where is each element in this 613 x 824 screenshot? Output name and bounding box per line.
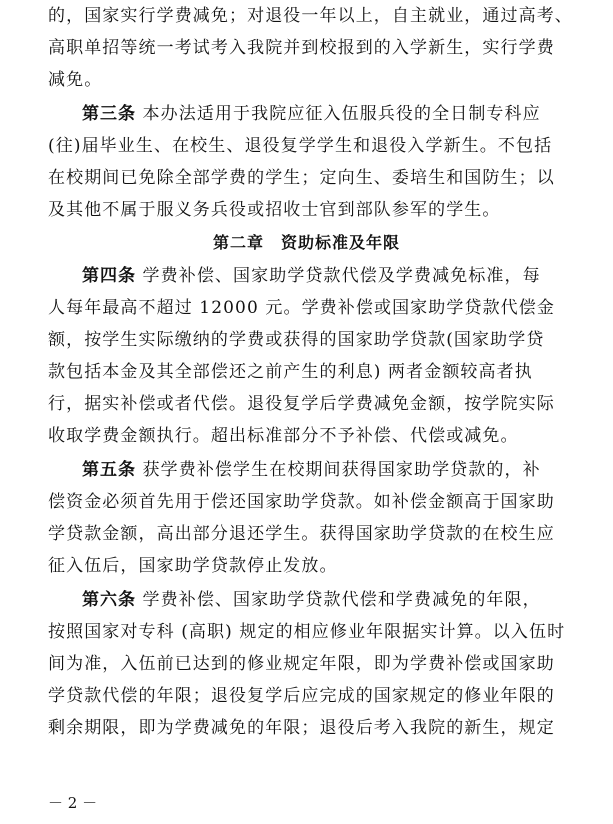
article-4-first-line (48, 262, 578, 290)
article-5-text: 获学费补偿学生在校期间获得国家助学贷款的，补 (142, 460, 541, 480)
paragraph-line: 剩余期限，即为学费减免的年限；退役后考入我院的新生，规定 (48, 718, 555, 738)
article-4-heading: 第四条 (82, 266, 136, 286)
paragraph-line: 征入伍后，国家助学贷款停止发放。 (48, 556, 338, 576)
paragraph-line: 学贷款代偿的年限；退役复学后应完成的国家规定的修业年限的 (48, 686, 555, 706)
paragraph-line: 额，按学生实际缴纳的学费或获得的国家助学贷款(国家助学贷 (48, 330, 545, 350)
paragraph-line: 收取学费金额执行。超出标准部分不予补偿、代偿或减免。 (48, 426, 519, 446)
paragraph-line: (往)届毕业生、在校生、退役复学学生和退役入学新生。不包括 (48, 136, 553, 156)
article-6-heading: 第六条 (82, 590, 136, 610)
page-number: － 2 － (48, 794, 98, 812)
paragraph-line: 按照国家对专科 (高职) 规定的相应修业年限据实计算。以入伍时 (48, 622, 566, 642)
article-4-text: 学费补偿、国家助学贷款代偿及学费减免标准，每 (142, 266, 541, 286)
article-6-text: 学费补偿、国家助学贷款代偿和学费减免的年限， (142, 590, 541, 610)
article-5-first-line (48, 456, 578, 484)
paragraph-line: 人每年最高不超过 12000 元。学费补偿或国家助学贷款代偿金 (48, 298, 555, 318)
paragraph-line: 间为准，入伍前已达到的修业规定年限，即为学费补偿或国家助 (48, 654, 555, 674)
paragraph-line: 减免。 (48, 70, 103, 90)
article-3-first-line (48, 100, 578, 128)
paragraph-line: 的，国家实行学费减免；对退役一年以上，自主就业，通过高考、 (48, 6, 573, 26)
article-3-text: 本办法适用于我院应征入伍服兵役的全日制专科应 (142, 104, 541, 124)
chapter-title: 第二章 资助标准及年限 (212, 233, 400, 252)
article-3-heading: 第三条 (82, 104, 136, 124)
paragraph-line: 行，据实补偿或者代偿。退役复学后学费减免金额，按学院实际 (48, 394, 555, 414)
paragraph-line: 高职单招等统一考试考入我院并到校报到的入学新生，实行学费 (48, 38, 555, 58)
paragraph-line: 在校期间已免除全部学费的学生；定向生、委培生和国防生；以 (48, 168, 555, 188)
paragraph-line: 及其他不属于服义务兵役或招收士官到部队参军的学生。 (48, 200, 501, 220)
paragraph-line: 款包括本金及其全部偿还之前产生的利息) 两者金额较高者执 (48, 362, 533, 382)
paragraph-line: 偿资金必须首先用于偿还国家助学贷款。如补偿金额高于国家助 (48, 492, 555, 512)
paragraph-line: 学贷款金额，高出部分退还学生。获得国家助学贷款的在校生应 (48, 524, 555, 544)
article-5-heading: 第五条 (82, 460, 136, 480)
article-6-first-line (48, 586, 578, 614)
